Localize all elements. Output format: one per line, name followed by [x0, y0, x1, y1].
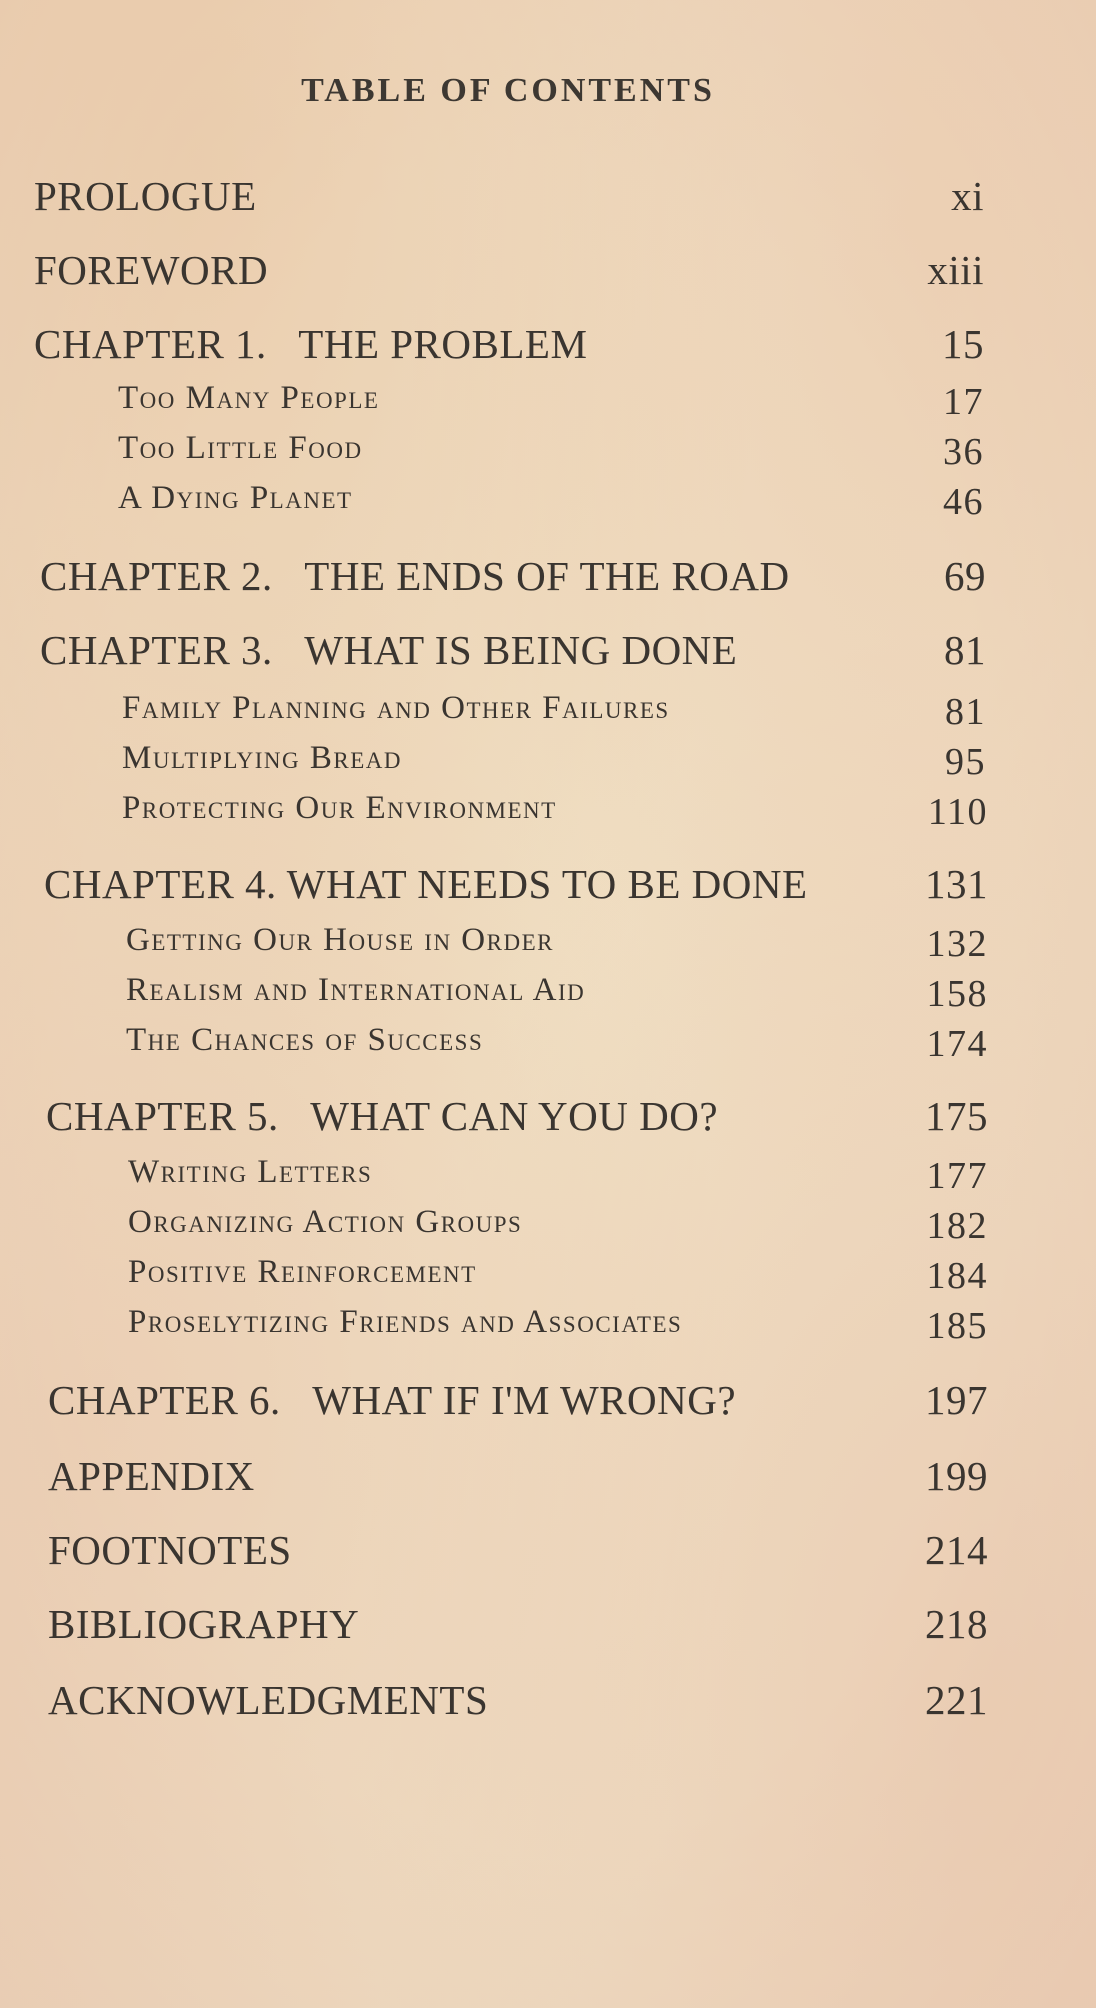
toc-entry-label: Protecting Our Environment: [122, 790, 557, 826]
toc-entry-label: Organizing Action Groups: [128, 1204, 523, 1240]
toc-subentry: [118, 430, 984, 473]
toc-entry-label: Multiplying Bread: [122, 740, 402, 776]
toc-entry-label: APPENDIX: [48, 1453, 255, 1499]
toc-entry-page: 95: [945, 741, 986, 783]
toc-subentry: [128, 1254, 988, 1297]
toc-entry-label: CHAPTER 3. WHAT IS BEING DONE: [40, 627, 738, 673]
toc-entry-page: 184: [926, 1255, 988, 1297]
toc-subentry: [128, 1304, 988, 1347]
toc-entry-page: 197: [925, 1377, 988, 1423]
toc-entry-label: PROLOGUE: [34, 173, 257, 219]
toc-subentry: [118, 380, 984, 423]
toc-entry-label: Writing Letters: [128, 1154, 373, 1190]
toc-entry-page: 158: [926, 973, 988, 1015]
toc-entry-label: Too Little Food: [118, 430, 363, 466]
toc-entry-page: 132: [926, 923, 988, 965]
toc-entry-bibliography: [48, 1600, 988, 1650]
toc-entry-label: Realism and International Aid: [126, 972, 586, 1008]
toc-entry-page: 177: [926, 1155, 988, 1197]
toc-entry-label: Too Many People: [118, 380, 380, 416]
toc-subentry: [126, 1022, 988, 1065]
toc-subentry: [122, 740, 986, 783]
toc-entry-label: ACKNOWLEDGMENTS: [48, 1677, 489, 1723]
toc-subentry: [118, 480, 984, 523]
toc-subentry: [122, 690, 986, 733]
toc-subentry: [128, 1204, 988, 1247]
toc-entry-label: A Dying Planet: [118, 480, 353, 516]
toc-entry-page: 81: [945, 691, 986, 733]
toc-entry-label: BIBLIOGRAPHY: [48, 1601, 360, 1647]
toc-entry-chapter-4: [44, 860, 988, 910]
toc-entry-label: Proselytizing Friends and Associates: [128, 1304, 683, 1340]
toc-entry-page: 182: [926, 1205, 988, 1247]
toc-entry-label: Positive Reinforcement: [128, 1254, 477, 1290]
toc-entry-label: CHAPTER 1. THE PROBLEM: [34, 321, 588, 367]
toc-entry-page: 185: [926, 1305, 988, 1347]
toc-entry-chapter-6: [48, 1376, 988, 1426]
toc-entry-page: xi: [951, 173, 984, 219]
toc-entry-page: 218: [925, 1601, 988, 1647]
toc-entry-acknowledgments: [48, 1676, 988, 1726]
toc-entry-page: 81: [944, 627, 986, 673]
toc-entry-label: Getting Our House in Order: [126, 922, 554, 958]
toc-entry-label: FOREWORD: [34, 247, 269, 293]
toc-entry-page: 221: [925, 1677, 988, 1723]
toc-entry-page: 15: [942, 321, 984, 367]
toc-entry-chapter-2: [40, 552, 986, 602]
toc-entry-label: Family Planning and Other Failures: [122, 690, 670, 726]
toc-entry-appendix: [48, 1452, 988, 1502]
toc-entry-label: CHAPTER 2. THE ENDS OF THE ROAD: [40, 553, 790, 599]
toc-entry-label: CHAPTER 4. WHAT NEEDS TO BE DONE: [44, 861, 808, 907]
toc-subentry: [122, 790, 988, 833]
toc-entry-page: 175: [925, 1093, 988, 1139]
toc-entry-label: CHAPTER 5. WHAT CAN YOU DO?: [46, 1093, 719, 1139]
page-title: TABLE OF CONTENTS: [301, 72, 715, 109]
toc-entry-foreword: [34, 246, 984, 296]
toc-subentry: [126, 922, 988, 965]
toc-entry-chapter-3: [40, 626, 986, 676]
toc-entry-chapter-1: [34, 320, 984, 370]
toc-entry-page: 110: [927, 791, 988, 833]
toc-entry-page: 36: [943, 431, 984, 473]
toc-entry-page: 199: [925, 1453, 988, 1499]
toc-subentry: [126, 972, 988, 1015]
toc-entry-page: 46: [943, 481, 984, 523]
toc-entry-page: 174: [926, 1023, 988, 1065]
toc-entry-prologue: [34, 172, 984, 222]
toc-entry-page: xiii: [927, 247, 984, 293]
toc-entry-label: FOOTNOTES: [48, 1527, 292, 1573]
toc-subentry: [128, 1154, 988, 1197]
toc-entry-footnotes: [48, 1526, 988, 1576]
toc-entry-page: 131: [925, 861, 988, 907]
toc-entry-page: 69: [944, 553, 986, 599]
toc-entry-label: CHAPTER 6. WHAT IF I'M WRONG?: [48, 1377, 737, 1423]
toc-entry-page: 17: [943, 381, 984, 423]
toc-entry-page: 214: [925, 1527, 988, 1573]
toc-entry-chapter-5: [46, 1092, 988, 1142]
toc-entry-label: The Chances of Success: [126, 1022, 484, 1058]
